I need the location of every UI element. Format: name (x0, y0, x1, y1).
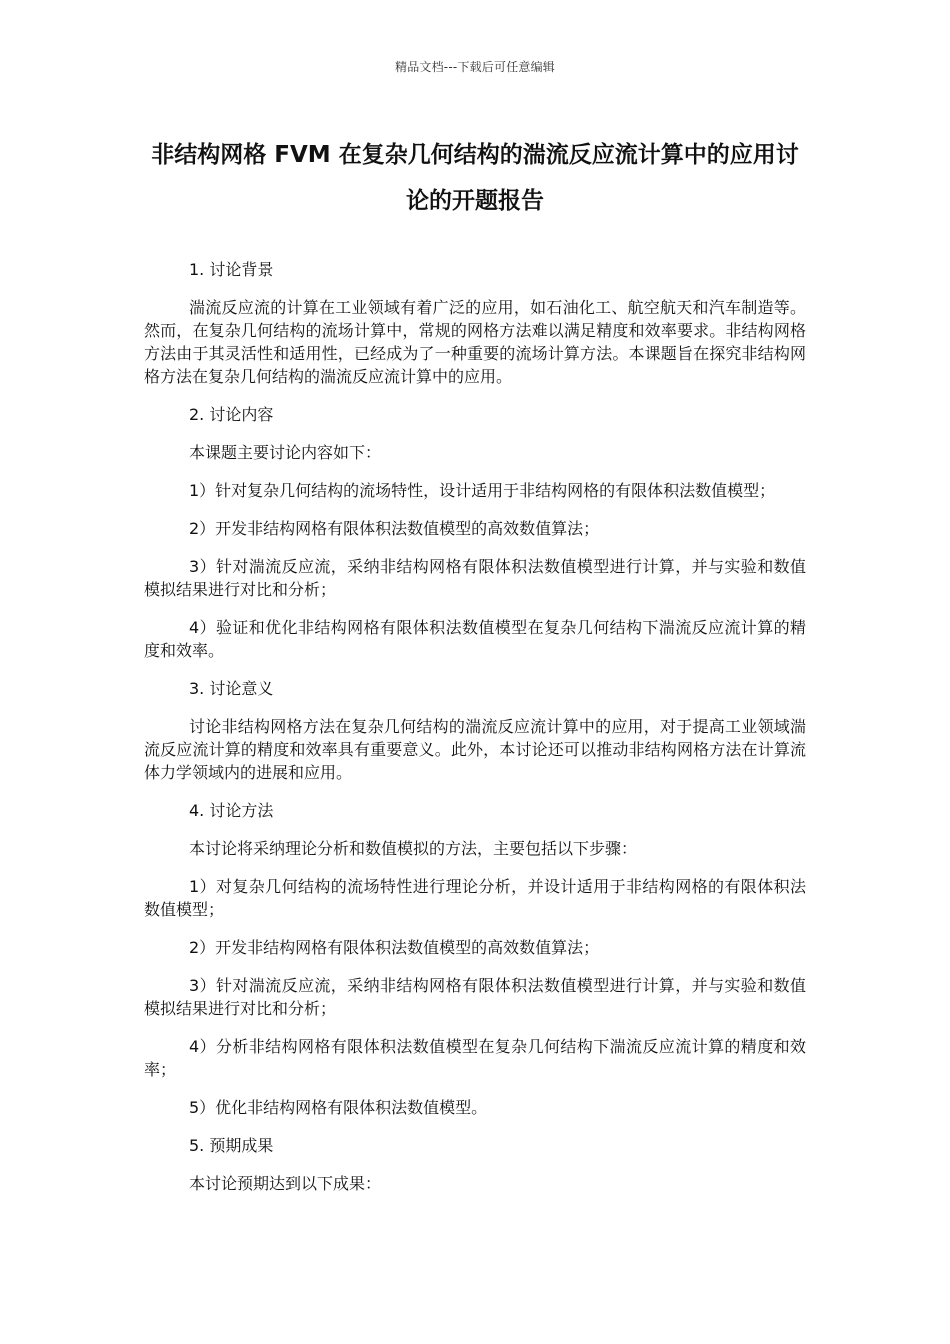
list-item: 5）优化非结构网格有限体积法数值模型。 (189, 1098, 488, 1117)
list-item: 3）针对湍流反应流，采纳非结构网格有限体积法数值模型进行计算，并与实验和数值模拟结果进行对比和分析； (144, 976, 806, 1018)
section-heading-method: 4. 讨论方法 (189, 801, 274, 820)
section-heading-background: 1. 讨论背景 (189, 260, 274, 279)
list-item: 4）分析非结构网格有限体积法数值模型在复杂几何结构下湍流反应流计算的精度和效率； (144, 1037, 806, 1079)
paragraph-significance: 讨论非结构网格方法在复杂几何结构的湍流反应流计算中的应用，对于提高工业领域湍流反应流计算的精度和效率具有重要意义。此外，本讨论还可以推动非结构网格方法在计算流体力学领域内的进展和应用。 (144, 717, 806, 782)
section-heading-significance: 3. 讨论意义 (189, 679, 274, 698)
section-heading-outcomes: 5. 预期成果 (189, 1136, 274, 1155)
list-item: 1）对复杂几何结构的流场特性进行理论分析，并设计适用于非结构网格的有限体积法数值模型； (144, 877, 806, 919)
list-item: 2）开发非结构网格有限体积法数值模型的高效数值算法； (189, 938, 600, 957)
list-item: 3）针对湍流反应流，采纳非结构网格有限体积法数值模型进行计算，并与实验和数值模拟结果进行对比和分析； (144, 557, 806, 599)
paragraph-outcomes-intro: 本讨论预期达到以下成果： (189, 1174, 382, 1193)
list-item: 1）针对复杂几何结构的流场特性，设计适用于非结构网格的有限体积法数值模型； (189, 481, 776, 500)
header-note: 精品文档---下载后可任意编辑 (395, 60, 555, 74)
paragraph-content-intro: 本课题主要讨论内容如下： (189, 443, 382, 462)
section-heading-content: 2. 讨论内容 (189, 405, 274, 424)
document-body (144, 258, 806, 1210)
list-item: 2）开发非结构网格有限体积法数值模型的高效数值算法； (189, 519, 600, 538)
document-title: 非结构网格 FVM 在复杂几何结构的湍流反应流计算中的应用讨论的开题报告 (151, 142, 799, 214)
paragraph-background: 湍流反应流的计算在工业领域有着广泛的应用，如石油化工、航空航天和汽车制造等。然而，在复杂几何结构的流场计算中，常规的网格方法难以满足精度和效率要求。非结构网格方法由于其灵活性和适用性，已经成为了一种重要的流场计算方法。本课题旨在探究非结构网格方法在复杂几何结构的湍流反应流计算中的应用。 (144, 298, 806, 386)
paragraph-method-intro: 本讨论将采纳理论分析和数值模拟的方法，主要包括以下步骤： (189, 839, 638, 858)
list-item: 4）验证和优化非结构网格有限体积法数值模型在复杂几何结构下湍流反应流计算的精度和效率。 (144, 618, 806, 660)
